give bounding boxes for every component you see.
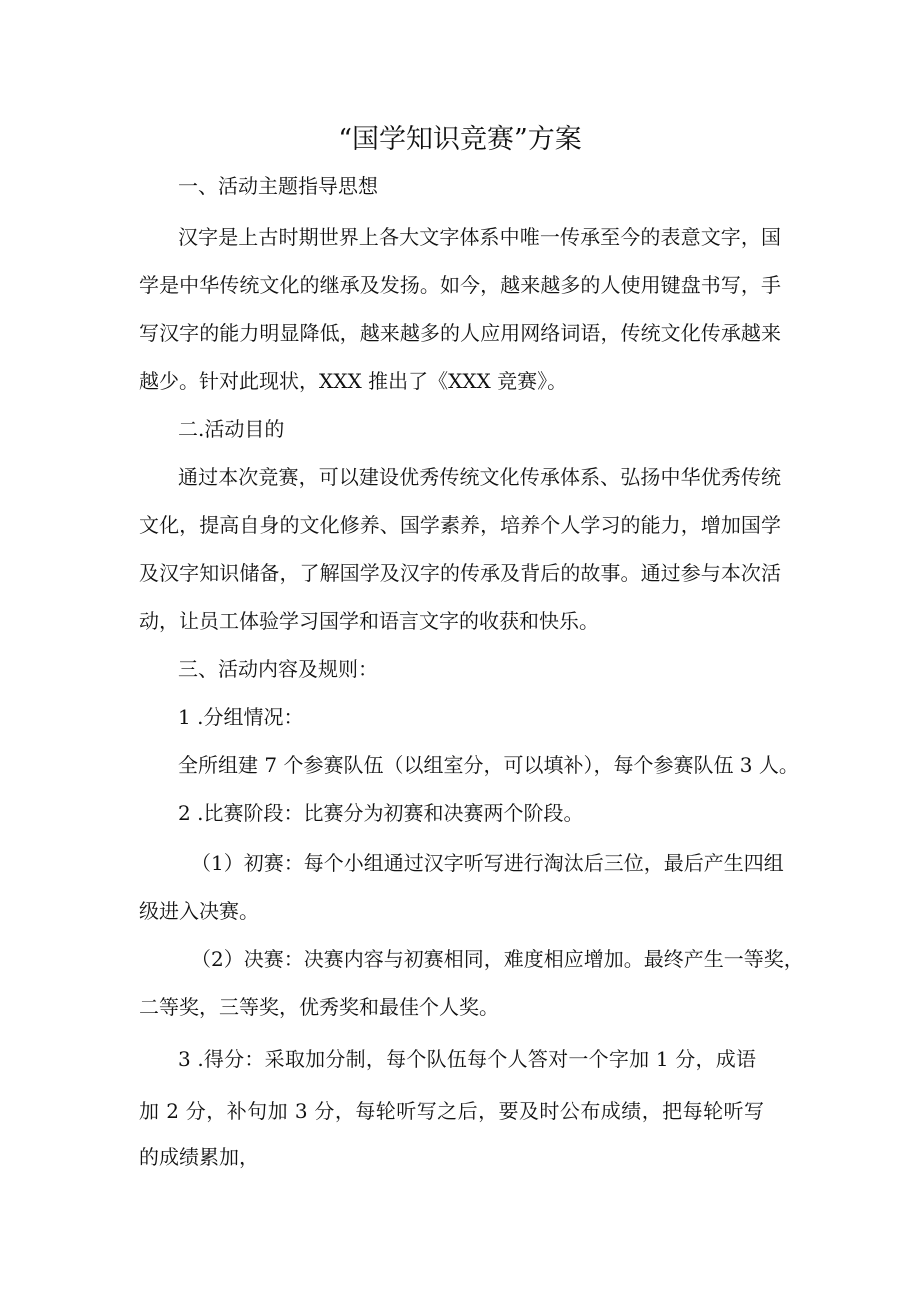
section-2-line-1: 通过本次竞赛，可以建设优秀传统文化传承体系、弘扬中华优秀传统 [178, 465, 781, 489]
item-3-line-3: 的成绩累加， [139, 1145, 259, 1169]
section-2-line-2: 文化，提高自身的文化修养、国学素养，培养个人学习的能力，增加国学 [139, 513, 781, 537]
section-2-line-3: 及汉字知识储备，了解国学及汉字的传承及背后的故事。通过参与本次活 [139, 561, 781, 585]
section-3-heading: 三、活动内容及规则： [178, 657, 378, 681]
section-1-heading: 一、活动主题指导思想 [178, 174, 378, 198]
item-1-heading: 1 .分组情况： [178, 705, 304, 729]
section-1-line-1: 汉字是上古时期世界上各大文字体系中唯一传承至今的表意文字，国 [178, 225, 781, 249]
subitem-1-line-1: （1）初赛：每个小组通过汉字听写进行淘汰后三位，最后产生四组 [191, 851, 784, 875]
section-1-line-2: 学是中华传统文化的继承及发扬。如今，越来越多的人使用键盘书写，手 [139, 273, 781, 297]
item-3-line-1: 3 .得分：采取加分制，每个队伍每个人答对一个字加 1 分，成语 [178, 1047, 756, 1071]
subitem-1-line-2: 级进入决赛。 [139, 899, 259, 923]
subitem-2-line-2: 二等奖，三等奖，优秀奖和最佳个人奖。 [139, 995, 499, 1019]
subitem-2-line-1: （2）决赛：决赛内容与初赛相同，难度相应增加。最终产生一等奖， [191, 947, 804, 971]
item-2-heading: 2 .比赛阶段：比赛分为初赛和决赛两个阶段。 [178, 801, 584, 825]
item-1-text: 全所组建 7 个参赛队伍（以组室分，可以填补），每个参赛队伍 3 人。 [178, 753, 799, 777]
section-2-line-4: 动，让员工体验学习国学和语言文字的收获和快乐。 [139, 609, 599, 633]
document-title: “国学知识竞赛”方案 [338, 124, 582, 155]
item-3-line-2: 加 2 分，补句加 3 分，每轮听写之后，要及时公布成绩，把每轮听写 [139, 1099, 764, 1123]
section-1-line-3: 写汉字的能力明显降低，越来越多的人应用网络词语，传统文化传承越来 [139, 321, 781, 345]
section-2-heading: 二.活动目的 [178, 417, 285, 441]
section-1-line-4: 越少。针对此现状，XXX 推出了《XXX 竞赛》。 [139, 369, 568, 393]
